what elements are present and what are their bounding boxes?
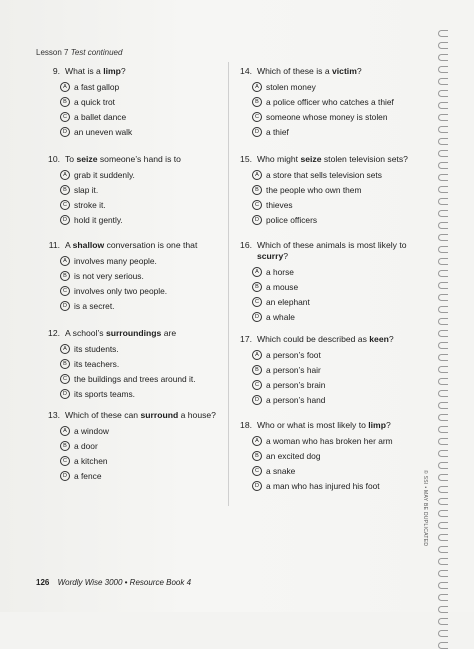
question-number: 15.	[240, 154, 252, 164]
vocabulary-word: scurry	[257, 251, 284, 261]
vocabulary-word: surroundings	[105, 328, 162, 338]
binding-ring	[438, 366, 448, 373]
spiral-binding	[438, 30, 452, 590]
binding-ring	[438, 642, 448, 649]
option-text: grab it suddenly.	[74, 170, 135, 180]
answer-option[interactable]	[252, 170, 422, 180]
question-stem	[40, 66, 230, 77]
binding-ring	[438, 90, 448, 97]
option-text: a person’s hair	[266, 365, 321, 375]
answer-option[interactable]	[60, 200, 230, 210]
question-9	[40, 66, 230, 137]
question-13	[40, 410, 230, 481]
page-footer	[36, 578, 191, 587]
question-16	[232, 240, 422, 322]
answer-option[interactable]	[252, 82, 422, 92]
binding-ring	[438, 186, 448, 193]
option-letter-circle[interactable]: A	[60, 426, 70, 436]
answer-options	[232, 82, 422, 137]
option-text: a whale	[266, 312, 295, 322]
question-number: 13.	[48, 410, 60, 420]
option-letter-circle[interactable]: A	[60, 82, 70, 92]
question-text-pre: Which could be described as	[257, 334, 370, 344]
option-letter-circle[interactable]: A	[60, 170, 70, 180]
option-letter-circle[interactable]: D	[60, 301, 70, 311]
question-number: 17.	[240, 334, 252, 344]
option-text: an elephant	[266, 297, 310, 307]
binding-ring	[438, 630, 448, 637]
answer-option[interactable]	[252, 436, 422, 446]
question-text-pre: A school’s	[65, 328, 106, 338]
vocabulary-word: seize	[300, 154, 322, 164]
vocabulary-word: keen	[369, 334, 389, 344]
binding-ring	[438, 462, 448, 469]
question-text-post: a house?	[178, 410, 216, 420]
answer-option[interactable]	[60, 82, 230, 92]
option-letter-circle[interactable]: B	[60, 271, 70, 281]
binding-ring	[438, 138, 448, 145]
option-text: the people who own them	[266, 185, 362, 195]
question-number: 11.	[48, 240, 60, 250]
option-text: thieves	[266, 200, 293, 210]
answer-option[interactable]	[60, 256, 230, 266]
binding-ring	[438, 282, 448, 289]
answer-option[interactable]	[60, 374, 230, 384]
binding-ring	[438, 102, 448, 109]
option-text: a store that sells television sets	[266, 170, 382, 180]
answer-option[interactable]	[252, 267, 422, 277]
answer-option[interactable]	[60, 215, 230, 225]
option-letter-circle[interactable]: C	[252, 297, 262, 307]
answer-option[interactable]	[252, 215, 422, 225]
question-text-post: conversation is one that	[104, 240, 198, 250]
binding-ring	[438, 54, 448, 61]
binding-ring	[438, 342, 448, 349]
option-letter-circle[interactable]: D	[252, 127, 262, 137]
answer-option[interactable]	[60, 426, 230, 436]
binding-ring	[438, 558, 448, 565]
question-text-pre: Which of these can	[65, 410, 141, 420]
answer-option[interactable]	[252, 112, 422, 122]
question-text-post: ?	[388, 334, 394, 344]
option-text: a door	[74, 441, 98, 451]
binding-ring	[438, 270, 448, 277]
answer-options	[40, 344, 230, 399]
question-number: 9.	[52, 66, 60, 76]
question-text-post: ?	[385, 420, 391, 430]
answer-option[interactable]	[252, 481, 422, 491]
answer-option[interactable]	[60, 301, 230, 311]
answer-option[interactable]	[252, 185, 422, 195]
binding-ring	[438, 522, 448, 529]
option-text: involves only two people.	[74, 286, 168, 296]
question-stem	[232, 240, 422, 262]
answer-option[interactable]	[252, 312, 422, 322]
question-stem	[40, 154, 230, 165]
option-letter-circle[interactable]: D	[60, 215, 70, 225]
question-text-post: ?	[283, 251, 289, 261]
option-text: a snake	[266, 466, 296, 476]
option-text: involves many people.	[74, 256, 157, 266]
binding-ring	[438, 126, 448, 133]
answer-option[interactable]	[252, 395, 422, 405]
binding-ring	[438, 534, 448, 541]
binding-ring	[438, 486, 448, 493]
answer-option[interactable]	[252, 97, 422, 107]
question-text	[257, 154, 408, 165]
option-letter-circle[interactable]: B	[60, 441, 70, 451]
answer-option[interactable]	[60, 170, 230, 180]
answer-options	[40, 82, 230, 137]
answer-option[interactable]	[252, 297, 422, 307]
option-text: stroke it.	[74, 200, 106, 210]
option-letter-circle[interactable]: B	[252, 365, 262, 375]
vocabulary-word: limp	[368, 420, 386, 430]
question-stem	[40, 328, 230, 339]
option-text: a fast gallop	[74, 82, 120, 92]
option-text: its students.	[74, 344, 119, 354]
question-11	[40, 240, 230, 311]
option-letter-circle[interactable]: C	[60, 456, 70, 466]
answer-option[interactable]	[60, 456, 230, 466]
option-letter-circle[interactable]: C	[60, 112, 70, 122]
option-text: a person’s foot	[266, 350, 321, 360]
binding-ring	[438, 222, 448, 229]
binding-ring	[438, 510, 448, 517]
question-14	[232, 66, 422, 137]
option-text: a ballet dance	[74, 112, 127, 122]
binding-ring	[438, 354, 448, 361]
answer-option[interactable]	[60, 286, 230, 296]
binding-ring	[438, 210, 448, 217]
binding-ring	[438, 378, 448, 385]
option-letter-circle[interactable]: A	[60, 256, 70, 266]
binding-ring	[438, 150, 448, 157]
binding-ring	[438, 450, 448, 457]
option-letter-circle[interactable]: C	[60, 200, 70, 210]
option-letter-circle[interactable]: D	[60, 389, 70, 399]
answer-options	[40, 426, 230, 481]
binding-ring	[438, 306, 448, 313]
option-letter-circle[interactable]: C	[60, 374, 70, 384]
binding-ring	[438, 234, 448, 241]
option-text: a fence	[74, 471, 102, 481]
binding-ring	[438, 258, 448, 265]
question-text	[65, 240, 197, 251]
option-text: a mouse	[266, 282, 299, 292]
binding-ring	[438, 402, 448, 409]
binding-ring	[438, 42, 448, 49]
binding-ring	[438, 78, 448, 85]
question-text	[257, 420, 391, 431]
option-letter-circle[interactable]: D	[252, 215, 262, 225]
option-letter-circle[interactable]: B	[60, 97, 70, 107]
question-text-post: stolen television sets?	[321, 154, 408, 164]
binding-ring	[438, 414, 448, 421]
option-letter-circle[interactable]: A	[60, 344, 70, 354]
answer-option[interactable]	[252, 127, 422, 137]
option-text: the buildings and trees around it.	[74, 374, 196, 384]
option-text: an uneven walk	[74, 127, 133, 137]
answer-options	[232, 436, 422, 491]
binding-ring	[438, 246, 448, 253]
answer-option[interactable]	[60, 441, 230, 451]
binding-ring	[438, 438, 448, 445]
question-18	[232, 420, 422, 491]
option-text: a quick trot	[74, 97, 115, 107]
answer-option[interactable]	[252, 451, 422, 461]
question-number: 18.	[240, 420, 252, 430]
answer-option[interactable]	[60, 127, 230, 137]
question-number: 16.	[240, 240, 252, 250]
binding-ring	[438, 294, 448, 301]
answer-options	[232, 267, 422, 322]
question-text-pre: Which of these is a	[257, 66, 332, 76]
question-text-pre: To	[65, 154, 77, 164]
answer-option[interactable]	[60, 97, 230, 107]
answer-option[interactable]	[60, 112, 230, 122]
binding-ring	[438, 318, 448, 325]
question-12	[40, 328, 230, 399]
question-text-pre: What is a	[65, 66, 104, 76]
answer-option[interactable]	[60, 389, 230, 399]
binding-ring	[438, 66, 448, 73]
option-letter-circle[interactable]: C	[252, 466, 262, 476]
question-number: 14.	[240, 66, 252, 76]
option-text: someone whose money is stolen	[266, 112, 388, 122]
page-header	[36, 48, 122, 57]
answer-option[interactable]	[60, 344, 230, 354]
option-letter-circle[interactable]: D	[60, 127, 70, 137]
question-text	[257, 334, 394, 345]
option-text: its sports teams.	[74, 389, 135, 399]
option-text: a thief	[266, 127, 289, 137]
option-letter-circle[interactable]: C	[252, 112, 262, 122]
answer-options	[232, 350, 422, 405]
option-letter-circle[interactable]: B	[60, 185, 70, 195]
vocabulary-word: surround	[140, 410, 179, 420]
binding-ring	[438, 546, 448, 553]
option-letter-circle[interactable]: A	[252, 436, 262, 446]
option-letter-circle[interactable]: A	[252, 82, 262, 92]
answer-option[interactable]	[60, 359, 230, 369]
book-title: Wordly Wise 3000 • Resource Book 4	[57, 578, 192, 587]
question-text	[65, 410, 216, 421]
answer-option[interactable]	[252, 365, 422, 375]
option-text: stolen money	[266, 82, 316, 92]
option-text: a police officer who catches a thief	[266, 97, 394, 107]
option-letter-circle[interactable]: B	[252, 451, 262, 461]
question-stem	[232, 154, 422, 165]
question-text	[257, 66, 362, 77]
option-letter-circle[interactable]: D	[252, 395, 262, 405]
option-text: a horse	[266, 267, 294, 277]
vocabulary-word: shallow	[72, 240, 105, 250]
question-17	[232, 334, 422, 405]
binding-ring	[438, 198, 448, 205]
option-letter-circle[interactable]: B	[252, 97, 262, 107]
question-stem	[40, 410, 230, 421]
question-text-pre: Who or what is most likely to	[257, 420, 369, 430]
option-text: a kitchen	[74, 456, 108, 466]
answer-option[interactable]	[60, 271, 230, 281]
option-text: is a secret.	[74, 301, 115, 311]
binding-ring	[438, 390, 448, 397]
answer-option[interactable]	[60, 185, 230, 195]
question-text	[65, 328, 176, 339]
question-text	[65, 154, 181, 165]
option-letter-circle[interactable]: B	[252, 282, 262, 292]
answer-options	[40, 170, 230, 225]
answer-option[interactable]	[252, 380, 422, 390]
binding-ring	[438, 330, 448, 337]
test-continued-label: Test continued	[70, 48, 123, 57]
binding-ring	[438, 498, 448, 505]
option-text: a woman who has broken her arm	[266, 436, 393, 446]
option-text: slap it.	[74, 185, 99, 195]
question-number: 12.	[48, 328, 60, 338]
question-text-pre: Who might	[257, 154, 301, 164]
option-text: an excited dog	[266, 451, 321, 461]
binding-ring	[438, 174, 448, 181]
vocabulary-word: seize	[76, 154, 98, 164]
question-10	[40, 154, 230, 225]
question-stem	[232, 334, 422, 345]
question-text	[257, 240, 422, 262]
question-number: 10.	[48, 154, 60, 164]
question-stem	[232, 66, 422, 77]
lesson-label: Lesson 7	[36, 48, 69, 57]
binding-ring	[438, 426, 448, 433]
answer-options	[40, 256, 230, 311]
binding-ring	[438, 30, 448, 37]
question-text	[65, 66, 126, 77]
question-stem	[40, 240, 230, 251]
option-letter-circle[interactable]: C	[60, 286, 70, 296]
question-15	[232, 154, 422, 225]
option-letter-circle[interactable]: B	[252, 185, 262, 195]
binding-ring	[438, 162, 448, 169]
vocabulary-word: limp	[103, 66, 121, 76]
option-letter-circle[interactable]: D	[60, 471, 70, 481]
answer-option[interactable]	[252, 200, 422, 210]
answer-option[interactable]	[60, 471, 230, 481]
option-letter-circle[interactable]: A	[252, 170, 262, 180]
vocabulary-word: victim	[332, 66, 357, 76]
binding-ring	[438, 114, 448, 121]
option-letter-circle[interactable]: B	[60, 359, 70, 369]
question-text-post: ?	[356, 66, 362, 76]
answer-options	[232, 170, 422, 225]
answer-option[interactable]	[252, 466, 422, 476]
option-letter-circle[interactable]: A	[252, 267, 262, 277]
question-text-post: are	[161, 328, 177, 338]
binding-ring	[438, 582, 448, 589]
option-text: police officers	[266, 215, 318, 225]
option-letter-circle[interactable]: D	[252, 481, 262, 491]
page-number: 126	[36, 578, 50, 587]
answer-option[interactable]	[252, 350, 422, 360]
binding-ring	[438, 570, 448, 577]
binding-ring	[438, 594, 448, 601]
option-text: a window	[74, 426, 109, 436]
option-letter-circle[interactable]: C	[252, 380, 262, 390]
option-text: a person’s brain	[266, 380, 326, 390]
answer-option[interactable]	[252, 282, 422, 292]
question-text-pre: A	[65, 240, 73, 250]
binding-ring	[438, 618, 448, 625]
question-text-post: someone’s hand is to	[97, 154, 181, 164]
option-text: a person’s hand	[266, 395, 326, 405]
option-text: hold it gently.	[74, 215, 123, 225]
question-stem	[232, 420, 422, 431]
option-text: is not very serious.	[74, 271, 144, 281]
option-letter-circle[interactable]: D	[252, 312, 262, 322]
option-letter-circle[interactable]: C	[252, 200, 262, 210]
binding-ring	[438, 474, 448, 481]
option-text: its teachers.	[74, 359, 120, 369]
copyright-notice: © SSI • MAY BE DUPLICATED	[422, 470, 428, 547]
option-text: a man who has injured his foot	[266, 481, 380, 491]
question-text-post: ?	[120, 66, 126, 76]
option-letter-circle[interactable]: A	[252, 350, 262, 360]
question-text-pre: Which of these animals is most likely to	[257, 240, 407, 250]
